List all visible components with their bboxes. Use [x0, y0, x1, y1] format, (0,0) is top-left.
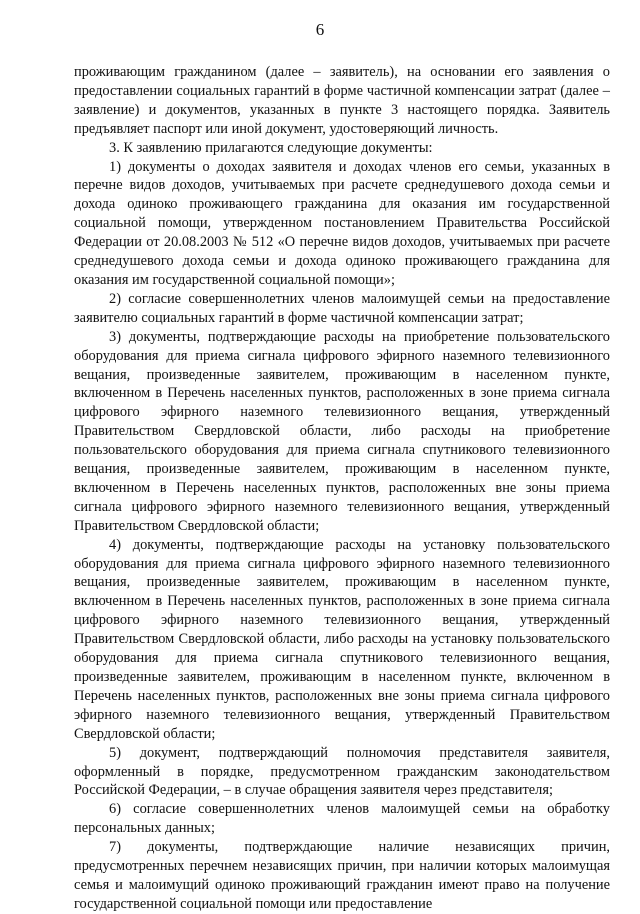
- paragraph-subitem-1: 1) документы о доходах заявителя и доходах членов его семьи, указанных в перечне видов доходов, учитываемых при расчете среднедушевого дохода семьи и дохода одиноко проживающего гражданина для оказания им государственной социальной помощи, утвержденном постановлением Правительства Российской Федерации от 20.08.2003 № 512 «О перечне видов доходов, учитываемых при расчете среднедушевого дохода семьи и дохода одиноко проживающего гражданина для оказания им государственной социальной помощи»;: [74, 158, 610, 288]
- paragraph-subitem-6: 6) согласие совершеннолетних членов малоимущей семьи на обработку персональных данных;: [74, 801, 610, 837]
- page-number: 6: [315, 20, 325, 39]
- paragraph-subitem-2: 2) согласие совершеннолетних членов малоимущей семьи на предоставление заявителю социальных гарантий в форме частичной компенсации затрат;: [74, 290, 610, 326]
- paragraph-continuation: проживающим гражданином (далее – заявитель), на основании его заявления о предоставлении социальных гарантий в форме частичной компенсации затрат (далее – заявление) и документов, указанных в пункте 3 настоящего порядка. Заявитель предъявляет паспорт или иной документ, удостоверяющий личность.: [74, 64, 610, 137]
- document-body: [74, 63, 610, 914]
- paragraph-subitem-5: 5) документ, подтверждающий полномочия представителя заявителя, оформленный в порядке, предусмотренном гражданским законодательством Российской Федерации, – в случае обращения заявителя через представителя;: [74, 744, 610, 799]
- paragraph-item-3: 3. К заявлению прилагаются следующие документы:: [109, 139, 433, 156]
- paragraph-subitem-3: 3) документы, подтверждающие расходы на приобретение пользовательского оборудования для приема сигнала цифрового эфирного наземного телевизионного вещания, произведенные заявителем, проживающим в населенном пункте, включенном в Перечень населенных пунктов, расположенных в зоне приема сигнала цифрового эфирного наземного телевизионного вещания, утвержденный Правительством Свердловской области, либо расходы на приобретение пользовательского оборудования для приема сигнала спутникового телевизионного вещания, произведенные заявителем, проживающим в населенном пункте, включенном в Перечень населенных пунктов, расположенных вне зоны приема сигнала цифрового эфирного наземного телевизионного вещания, утвержденный Правительством Свердловской области;: [74, 328, 610, 534]
- paragraph-subitem-7: 7) документы, подтверждающие наличие независящих причин, предусмотренных перечнем независящих причин, при наличии которых малоимущая семья и малоимущий одиноко проживающий гражданин имеют право на получение государственной социальной помощи или предоставление: [74, 839, 610, 912]
- paragraph-subitem-4: 4) документы, подтверждающие расходы на установку пользовательского оборудования для приема сигнала цифрового эфирного наземного телевизионного вещания, произведенные заявителем, проживающим в населенном пункте, включенном в Перечень населенных пунктов, расположенных в зоне приема сигнала цифрового эфирного наземного телевизионного вещания, утвержденный Правительством Свердловской области, либо расходы на установку пользовательского оборудования для приема сигнала спутникового телевизионного вещания, произведенные заявителем, проживающим в населенном пункте, включенном в Перечень населенных пунктов, расположенных вне зоны приема сигнала цифрового эфирного наземного телевизионного вещания, утвержденный Правительством Свердловской области;: [74, 536, 610, 742]
